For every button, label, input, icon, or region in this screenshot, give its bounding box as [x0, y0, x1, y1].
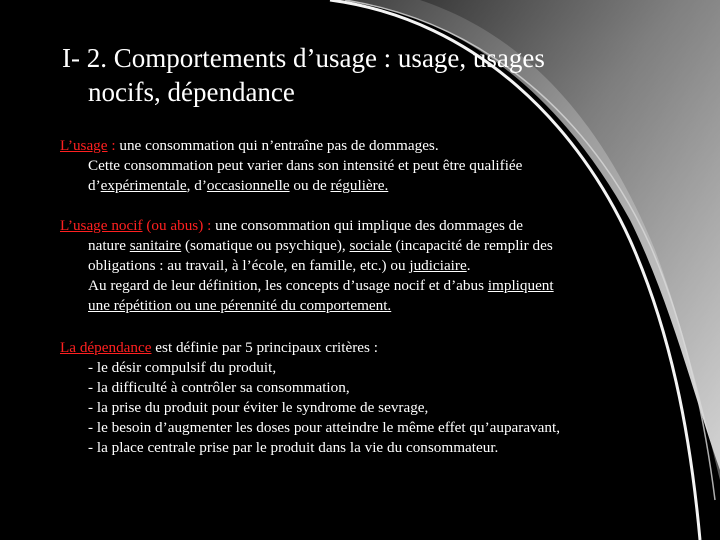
- usage-line-1: [60, 136, 680, 156]
- nocif-definition: une consommation qui implique des dommages de: [215, 217, 524, 234]
- dependance-line-1: [60, 338, 680, 358]
- text-fragment: obligations : au travail, à l’école, en famille, etc.) ou: [88, 257, 410, 274]
- criterion-1: - le désir compulsif du produit,: [88, 359, 277, 376]
- title-line-1: I- 2. Comportements d’usage : usage, usages: [62, 43, 545, 73]
- paragraph-dependance: [60, 338, 680, 458]
- nocif-line-4: [60, 276, 680, 296]
- term-usage-nocif: L’usage nocif: [60, 217, 143, 234]
- paragraph-usage-nocif: [60, 216, 680, 316]
- term-dependance: La dépendance: [60, 339, 152, 356]
- term-sociale: sociale: [349, 237, 392, 254]
- text-fragment: Au regard de leur définition, les concepts d’usage nocif et d’abus: [88, 277, 488, 294]
- term-occasionnelle: occasionnelle: [206, 177, 290, 194]
- text-fragment: , d’: [186, 177, 207, 194]
- term-impliquent: impliquent: [487, 277, 554, 294]
- usage-line-3: [60, 176, 680, 196]
- criterion-2: - la difficulté à contrôler sa consommation,: [88, 379, 350, 396]
- paragraph-usage: [60, 136, 680, 196]
- criterion-3: - la prise du produit pour éviter le syndrome de sevrage,: [88, 399, 429, 416]
- term-usage: L’usage: [60, 137, 108, 154]
- text-fragment: (incapacité de remplir des: [391, 237, 553, 254]
- text-fragment: ou de: [289, 177, 331, 194]
- text-fragment: nature: [88, 237, 130, 254]
- term-separator: :: [107, 137, 120, 154]
- term-experimentale: expérimentale: [100, 177, 187, 194]
- usage-definition: une consommation qui n’entraîne pas de dommages.: [119, 137, 439, 154]
- text-fragment: d’: [88, 177, 101, 194]
- dependance-definition: est définie par 5 principaux critères :: [151, 339, 378, 356]
- nocif-line-3: [60, 256, 680, 276]
- criterion-5: - la place centrale prise par le produit dans la vie du consommateur.: [88, 439, 499, 456]
- term-reguliere: régulière.: [330, 177, 389, 194]
- term-sanitaire: sanitaire: [129, 237, 182, 254]
- usage-line-2: Cette consommation peut varier dans son intensité et peut être qualifiée: [88, 157, 523, 174]
- term-abus: (ou abus) :: [142, 217, 216, 234]
- nocif-line-5: [60, 296, 680, 316]
- nocif-line-1: [60, 216, 680, 236]
- text-fragment: .: [466, 257, 471, 274]
- text-fragment: (somatique ou psychique),: [181, 237, 350, 254]
- slide-title: [62, 41, 682, 109]
- criterion-4: - le besoin d’augmenter les doses pour atteindre le même effet qu’auparavant,: [88, 419, 561, 436]
- term-repetition: une répétition ou une pérennité du comportement.: [88, 297, 392, 314]
- term-judiciaire: judiciaire: [409, 257, 467, 274]
- title-line-2: nocifs, dépendance: [88, 77, 295, 107]
- nocif-line-2: [60, 236, 680, 256]
